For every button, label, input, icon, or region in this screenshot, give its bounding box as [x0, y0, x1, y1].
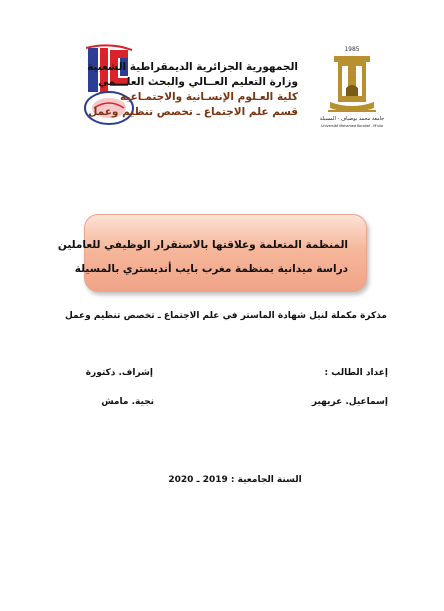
- memo-description: مذكرة مكملة لنيل شهادة الماستر في علم الاجتماع ـ تخصص تنظيم وعمل: [64, 311, 387, 321]
- department-name: قسم علم الاجتماع ـ تخصص تنظيم وعمل: [88, 106, 298, 118]
- title-line-2: دراسة ميدانية بمنظمة مغرب بايب أنديستري بالمسيلة: [74, 263, 348, 275]
- institution-header: [87, 60, 298, 120]
- university-logo: [319, 44, 385, 130]
- title-banner: [57, 214, 367, 292]
- supervisor-label: إشراف. دكتورة: [85, 368, 153, 378]
- logo-caption-ar: جامعة محمد بوضياف - المسيلة: [319, 116, 385, 122]
- ministry-name: وزارة التعليم العــالي والبحث العلـــمي: [98, 76, 298, 88]
- republic-name: الجمهورية الجزائرية الديمقراطية الشعبية: [87, 61, 298, 73]
- title-line-1: المنظمة المتعلمة وعلاقتها بالاستقرار الوظيفي للعاملين: [57, 239, 348, 251]
- academic-year: السنة الجامعية : 2019 ـ 2020: [168, 475, 302, 485]
- logo-caption-fr: Université Mohamed Boudiaf - M'sila: [321, 124, 383, 128]
- student-name: إسماعيل. عريهير: [311, 397, 388, 407]
- supervisor-name: نجية. مامش: [101, 397, 154, 407]
- logo-year: 1985: [344, 46, 360, 53]
- student-label: إعداد الطالب :: [324, 368, 388, 378]
- faculty-name: كلية العـلوم الإنسـانية والاجتمـاعية: [119, 91, 298, 103]
